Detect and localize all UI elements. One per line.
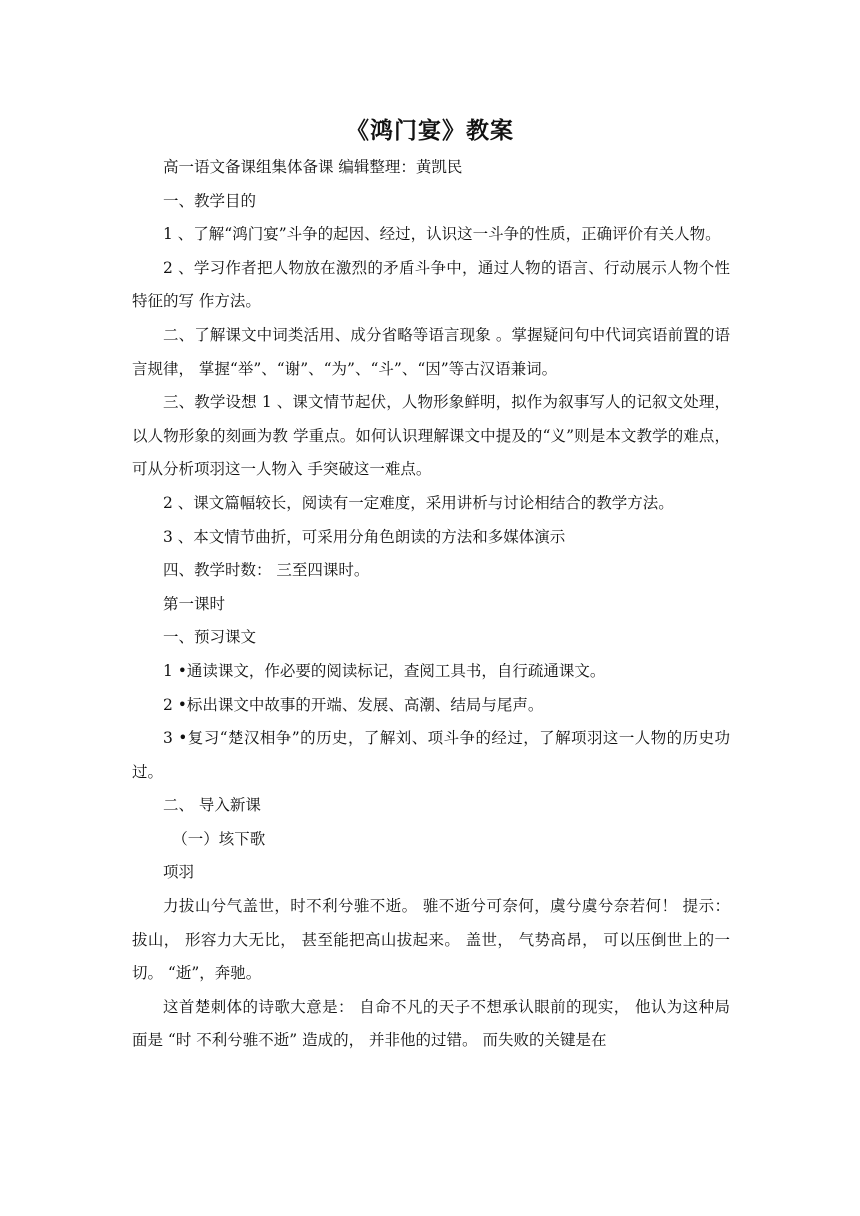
- paragraph-language-phenomena: 二、了解课文中词类活用、成分省略等语言现象 。掌握疑问句中代词宾语前置的语言规律， 掌握“举”、“谢”、“为”、“斗”、“因”等古汉语兼词。: [132, 325, 730, 378]
- paragraph-preview-heading: 一、预习课文: [163, 628, 257, 647]
- paragraph-teaching-design: 三、教学设想 1 、课文情节起伏，人物形象鲜明，拟作为叙事写人的记叙文处理，以人物形象的刻画为教 学重点。如何认识理解课文中提及的“义”则是本文教学的难点，可从分析项羽这一人物入 手突破这一难点。: [132, 393, 730, 479]
- paragraph-first-lesson: 第一课时: [163, 594, 226, 613]
- paragraph-poem-text: 力拔山兮气盖世，时不利兮骓不逝。 骓不逝兮可奈何，虞兮虞兮奈若何！ 提示： 拔山， 形容力大无比， 甚至能把高山拔起来。 盖世， 气势高昂， 可以压倒世上的一切。 “逝”，奔驰。: [132, 897, 730, 983]
- paragraph-design-2: 2 、课文篇幅较长，阅读有一定难度，采用讲析与讨论相结合的教学方法。: [163, 493, 674, 512]
- document-body: [132, 151, 730, 1058]
- paragraph-author-line: 高一语文备课组集体备课 编辑整理：黄凯民: [163, 158, 463, 176]
- paragraph-preview-1: 1 •通读课文，作必要的阅读标记，查阅工具书，自行疏通课文。: [163, 661, 606, 680]
- paragraph-class-hours: 四、教学时数： 三至四课时。: [163, 561, 370, 580]
- paragraph-poem-title: （一）垓下歌: [172, 829, 266, 848]
- document-title: 《鸿门宴》教案: [346, 117, 514, 144]
- paragraph-poem-meaning: 这首楚刺体的诗歌大意是： 自命不凡的天子不想承认眼前的现实， 他认为这种局面是 “时 不利兮骓不逝” 造成的， 并非他的过错。 而失败的关键是在: [132, 997, 730, 1050]
- paragraph-preview-2: 2 •标出课文中故事的开端、发展、高潮、结局与尾声。: [163, 695, 544, 714]
- paragraph-poem-author: 项羽: [163, 863, 195, 882]
- paragraph-objective-2: 2 、学习作者把人物放在激烈的矛盾斗争中，通过人物的语言、行动展示人物个性特征的写 作方法。: [132, 258, 730, 311]
- paragraph-objective-1: 1 、了解“鸿门宴”斗争的起因、经过，认识这一斗争的性质，正确评价有关人物。: [163, 225, 721, 244]
- paragraph-design-3: 3 、本文情节曲折，可采用分角色朗读的方法和多媒体演示: [163, 527, 566, 546]
- paragraph-intro-heading: 二、 导入新课: [163, 796, 261, 815]
- paragraph-preview-3: 3 •复习“楚汉相争”的历史，了解刘、项斗争的经过，了解项羽这一人物的历史功过。: [132, 729, 730, 781]
- paragraph-heading-objectives: 一、教学目的: [163, 191, 257, 210]
